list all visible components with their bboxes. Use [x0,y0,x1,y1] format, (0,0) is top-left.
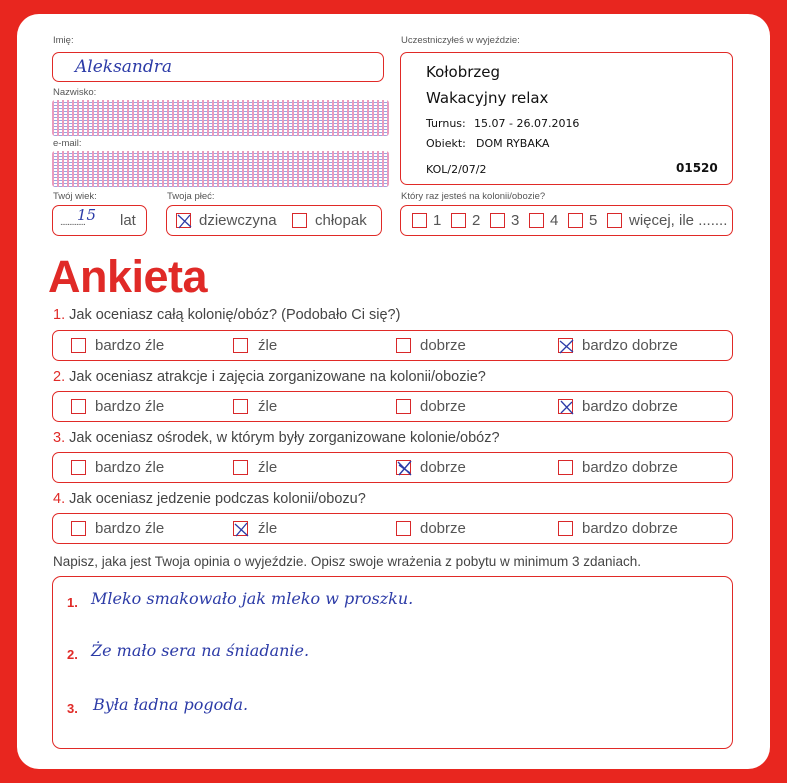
rating-checkbox-very-good[interactable] [558,521,573,536]
rating-checkbox-very-good[interactable] [558,460,573,475]
name-label: Imię: [53,35,74,46]
name-value: Aleksandra [75,57,173,77]
age-field[interactable] [52,205,147,236]
rating-checkbox-bad[interactable] [233,460,248,475]
question-number: 3. [53,430,66,446]
opinion-line-3: Była ładna pogoda. [93,695,249,714]
rating-row-4 [52,513,733,544]
opinion-line-number: 3. [67,701,78,716]
email-redacted [52,151,389,187]
times-option-3: 3 [511,212,520,229]
rating-option-very-good: bardzo dobrze [582,459,678,476]
times-option-1: 1 [433,212,442,229]
surname-label: Nazwisko: [53,87,97,98]
age-unit: lat [120,212,136,229]
rating-option-very-bad: bardzo źle [95,337,165,354]
rating-option-bad: źle [258,459,278,476]
question-4 [53,491,366,507]
rating-checkbox-very-good[interactable] [558,399,573,414]
trip-name: Wakacyjny relax [426,89,549,107]
rating-checkbox-good[interactable] [396,338,411,353]
question-text: Jak oceniasz jedzenie podczas kolonii/obozu? [69,491,366,507]
gender-group [166,205,382,236]
rating-checkbox-bad[interactable] [233,338,248,353]
rating-option-bad: źle [258,520,278,537]
rating-checkbox-very-bad[interactable] [71,399,86,414]
times-checkbox-3[interactable] [490,213,505,228]
rating-option-very-good: bardzo dobrze [582,398,678,415]
rating-checkbox-good[interactable] [396,399,411,414]
obiekt-value: DOM RYBAKA [476,137,550,150]
age-value: 15 [77,206,97,224]
rating-option-bad: źle [258,337,278,354]
trip-code: KOL/2/07/2 [426,163,487,176]
trip-label: Uczestniczyłeś w wyjeździe: [401,35,520,46]
rating-option-very-good: bardzo dobrze [582,520,678,537]
name-field[interactable] [52,52,384,82]
rating-option-very-bad: bardzo źle [95,398,165,415]
gender-label: Twoja płeć: [167,191,215,202]
trip-box [400,52,733,185]
opinion-line-number: 1. [67,595,78,610]
rating-option-bad: źle [258,398,278,415]
trip-city: Kołobrzeg [426,63,501,81]
times-checkbox-4[interactable] [529,213,544,228]
rating-option-very-bad: bardzo źle [95,459,165,476]
rating-option-very-bad: bardzo źle [95,520,165,537]
times-group [400,205,733,236]
survey-title: Ankieta [48,251,208,302]
opinion-line-2: Że mało sera na śniadanie. [91,641,310,660]
times-option-5: 5 [589,212,598,229]
check-mark-icon [395,459,414,478]
check-mark-icon [557,337,576,356]
rating-checkbox-good[interactable] [396,460,411,475]
check-mark-icon [232,520,251,539]
question-number: 1. [53,307,66,323]
question-text: Jak oceniasz atrakcje i zajęcia zorganizowane na kolonii/obozie? [69,369,486,385]
rating-checkbox-bad[interactable] [233,399,248,414]
turnus-value: 15.07 - 26.07.2016 [474,117,580,130]
question-text: Jak oceniasz całą kolonię/obóz? (Podobało Ci się?) [69,307,401,323]
rating-checkbox-bad[interactable] [233,521,248,536]
rating-option-good: dobrze [420,337,466,354]
rating-checkbox-good[interactable] [396,521,411,536]
surname-redacted [52,100,389,136]
age-dots: .............. [60,217,85,228]
times-checkbox-more[interactable] [607,213,622,228]
opinion-box[interactable] [52,576,733,749]
rating-option-good: dobrze [420,520,466,537]
check-mark-icon [557,398,576,417]
rating-checkbox-very-bad[interactable] [71,521,86,536]
turnus-label: Turnus: [426,117,466,130]
times-option-2: 2 [472,212,481,229]
question-number: 2. [53,369,66,385]
rating-option-good: dobrze [420,398,466,415]
question-2 [53,369,486,385]
times-label: Który raz jesteś na kolonii/obozie? [401,191,546,202]
question-text: Jak oceniasz ośrodek, w którym były zorganizowane kolonie/obóz? [69,430,500,446]
rating-option-very-good: bardzo dobrze [582,337,678,354]
question-3 [53,430,500,446]
gender-option-boy: chłopak [315,212,367,229]
times-checkbox-1[interactable] [412,213,427,228]
times-option-more: więcej, ile ....... [629,212,728,229]
rating-row-2 [52,391,733,422]
gender-checkbox-girl[interactable] [176,213,191,228]
question-number: 4. [53,491,66,507]
opinion-prompt: Napisz, jaka jest Twoja opinia o wyjeździe. Opisz swoje wrażenia z pobytu w minimum 3 zdaniach. [53,554,642,569]
opinion-line-number: 2. [67,647,78,662]
rating-row-3 [52,452,733,483]
obiekt-label: Obiekt: [426,137,466,150]
age-label: Twój wiek: [53,191,97,202]
rating-row-1 [52,330,733,361]
rating-checkbox-very-good[interactable] [558,338,573,353]
rating-checkbox-very-bad[interactable] [71,460,86,475]
rating-checkbox-very-bad[interactable] [71,338,86,353]
email-label: e-mail: [53,138,82,149]
times-checkbox-5[interactable] [568,213,583,228]
times-option-4: 4 [550,212,559,229]
gender-option-girl: dziewczyna [199,212,277,229]
opinion-line-1: Mleko smakowało jak mleko w proszku. [91,589,414,608]
check-mark-icon [175,212,194,231]
survey-form [17,14,770,769]
trip-number: 01520 [676,161,718,175]
rating-option-good: dobrze [420,459,466,476]
question-1 [53,307,400,323]
gender-checkbox-boy[interactable] [292,213,307,228]
times-checkbox-2[interactable] [451,213,466,228]
